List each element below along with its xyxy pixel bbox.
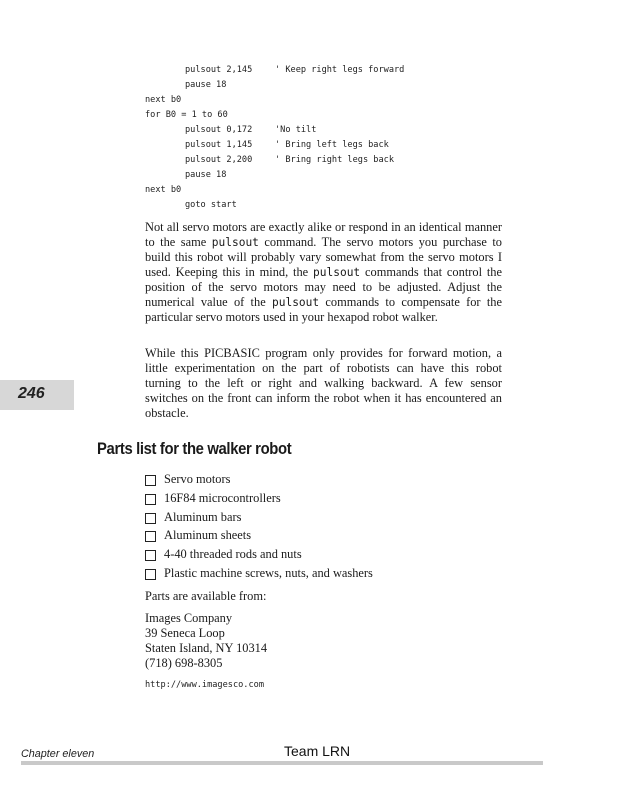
code-line	[0, 123, 317, 138]
supplier-url: http://www.imagesco.com	[145, 680, 264, 690]
code-command: pulsout 2,145	[185, 65, 253, 75]
list-item-label: 4-40 threaded rods and nuts	[164, 547, 302, 562]
code-command: pulsout 2,200	[185, 155, 253, 165]
checkbox-icon	[145, 475, 156, 486]
supplier-street: 39 Seneca Loop	[145, 626, 225, 640]
inline-code: pulsout	[313, 266, 361, 279]
code-line	[0, 183, 182, 198]
parts-available-text: Parts are available from:	[145, 589, 267, 603]
text-run: command. The servo motors you purchase to build this robot will probably vary somewhat from the servo motors I used. Keeping this in mind, the	[145, 235, 502, 279]
code-comment: ' Keep right legs forward	[275, 65, 405, 75]
parts-list	[145, 472, 373, 585]
section-heading: Parts list for the walker robot	[97, 440, 292, 458]
list-item-label: Plastic machine screws, nuts, and washers	[164, 565, 373, 580]
code-line	[0, 63, 405, 78]
code-command: for B0 = 1 to 60	[145, 110, 228, 120]
code-comment: 'No tilt	[275, 125, 317, 135]
list-item	[145, 547, 373, 566]
list-item-label: Aluminum bars	[164, 509, 242, 524]
list-item	[145, 491, 373, 510]
code-comment: ' Bring right legs back	[275, 155, 394, 165]
code-command: pulsout 0,172	[185, 125, 253, 135]
paragraph-servo-motors	[145, 220, 502, 325]
code-line	[0, 108, 228, 123]
code-listing	[0, 63, 405, 213]
text-run: Not all servo motors are exactly alike or respond in an identical manner to the same	[145, 220, 502, 249]
code-command: pause 18	[185, 80, 227, 90]
footer-rule	[21, 761, 543, 765]
code-command: next b0	[145, 95, 182, 105]
text-run: commands to compensate for the particular servo motors used in your hexapod robot walker.	[145, 295, 502, 324]
text-run: commands that control the position of the servo motors may need to be adjusted. Adjust the numerical value of the	[145, 265, 502, 309]
supplier-name: Images Company	[145, 611, 233, 625]
supplier-city: Staten Island, NY 10314	[145, 641, 268, 655]
supplier-address	[145, 611, 267, 671]
chapter-label: Chapter eleven	[21, 748, 95, 760]
list-item	[145, 528, 373, 547]
checkbox-icon	[145, 550, 156, 561]
watermark-text: Team LRN	[284, 743, 351, 759]
list-item-label: 16F84 microcontrollers	[164, 490, 281, 505]
code-command: goto start	[185, 200, 237, 210]
code-line	[0, 138, 389, 153]
code-comment: ' Bring left legs back	[275, 140, 389, 150]
inline-code: pulsout	[211, 236, 259, 249]
page-number: 246	[18, 385, 45, 402]
list-item-label: Servo motors	[164, 472, 231, 486]
supplier-phone: (718) 698-8305	[145, 656, 223, 670]
code-line	[0, 93, 182, 108]
code-command: next b0	[145, 185, 182, 195]
code-line	[0, 153, 394, 168]
paragraph-forward-motion: While this PICBASIC program only provides for forward motion, a little experimentation on the part of robotists can have this robot turning to the left or right and walking backward. A few sensor switches on the front can inform the robot when it has encountered an obstacle.	[145, 346, 502, 420]
code-line	[0, 168, 227, 183]
checkbox-icon	[145, 494, 156, 505]
list-item	[145, 472, 373, 491]
checkbox-icon	[145, 569, 156, 580]
list-item	[145, 566, 373, 585]
list-item	[145, 510, 373, 529]
page-number-tab	[0, 380, 74, 410]
inline-code: pulsout	[271, 296, 320, 309]
checkbox-icon	[145, 513, 156, 524]
list-item-label: Aluminum sheets	[164, 528, 252, 543]
code-command: pause 18	[185, 170, 227, 180]
code-line	[0, 78, 227, 93]
code-command: pulsout 1,145	[185, 140, 253, 150]
checkbox-icon	[145, 531, 156, 542]
code-line	[0, 198, 237, 213]
